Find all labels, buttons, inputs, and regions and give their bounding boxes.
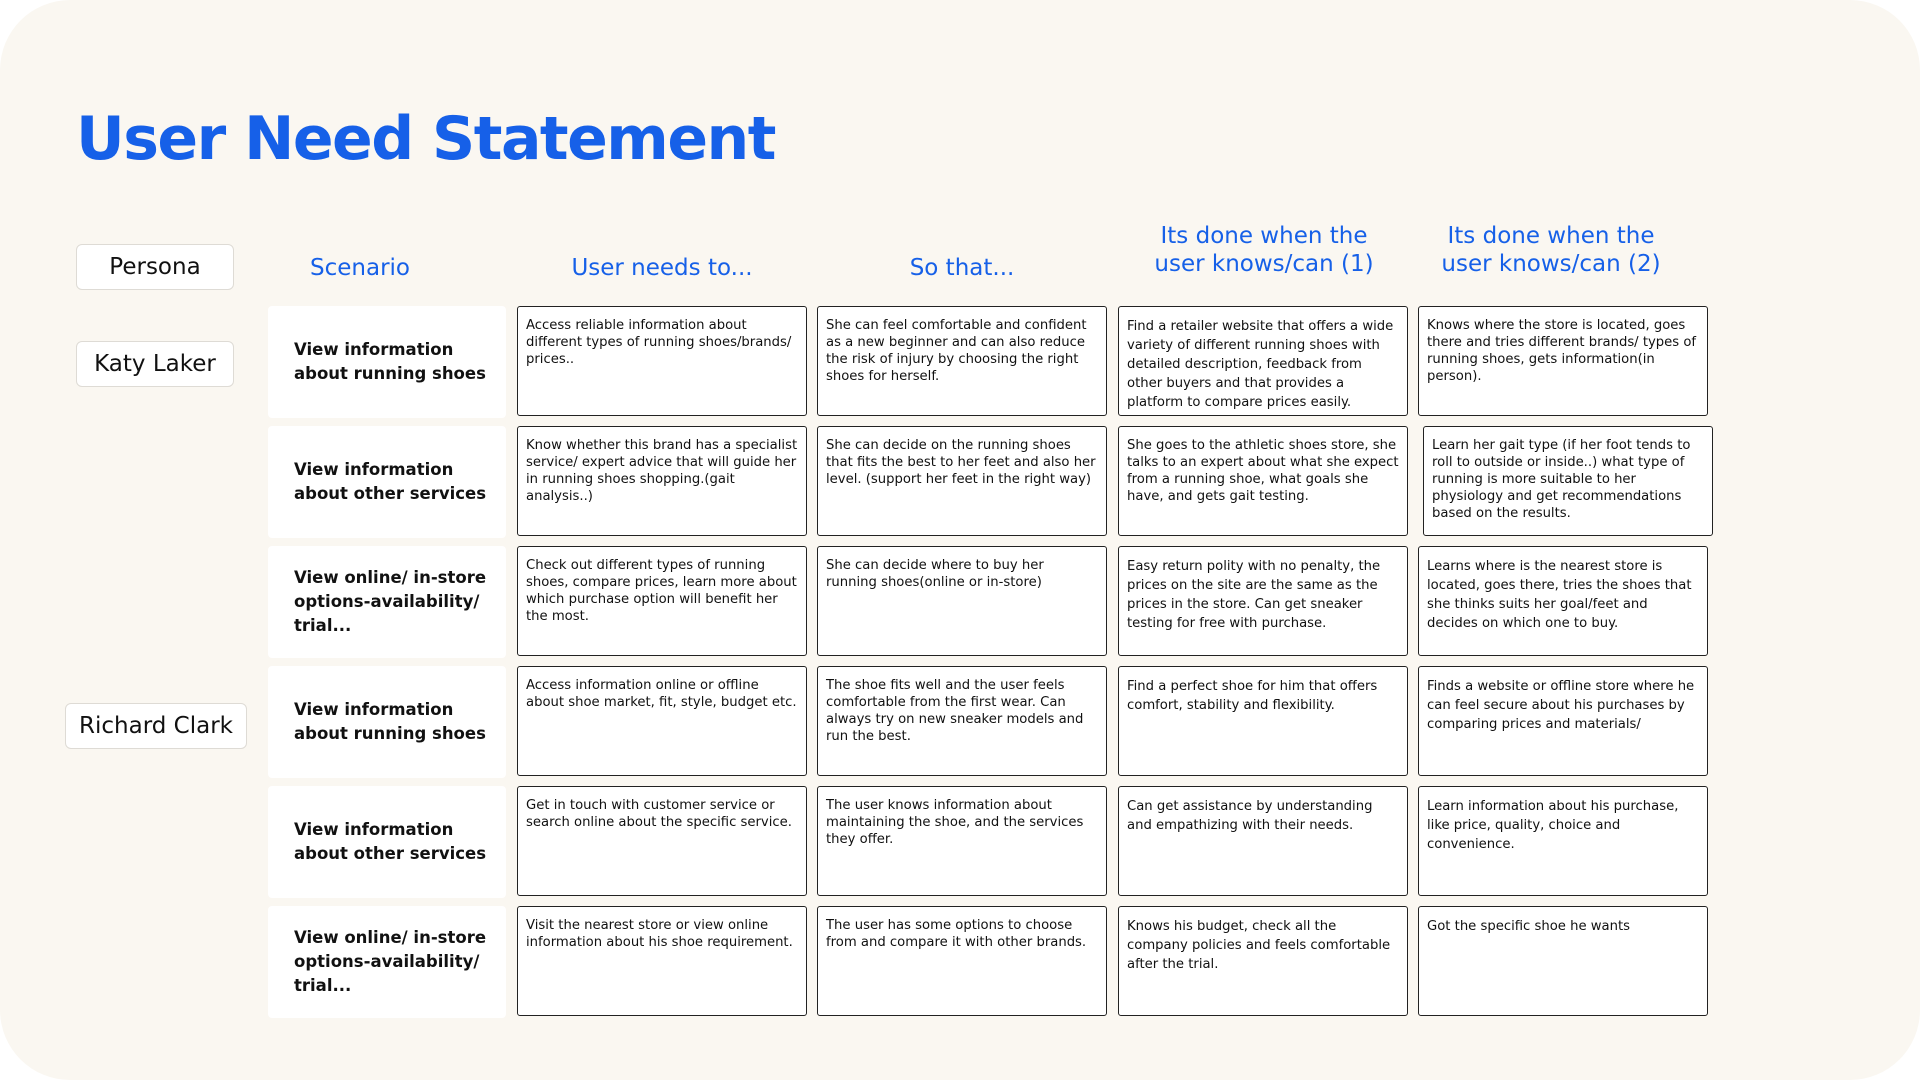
done-when-1-cell: Can get assistance by understanding and empathizing with their needs. (1118, 786, 1408, 896)
done-when-2-cell: Finds a website or offline store where he can feel secure about his purchases by comparing prices and materials/ (1418, 666, 1708, 776)
so-that-cell: The shoe fits well and the user feels comfortable from the first wear. Can always try on new sneaker models and run the best. (817, 666, 1107, 776)
scenario-column-header: Scenario (310, 255, 410, 281)
scenario-line: View information (294, 700, 454, 719)
so-that-cell: She can feel comfortable and confident as a new beginner and can also reduce the risk of injury by choosing the right shoes for herself. (817, 306, 1107, 416)
so-that-cell: She can decide on the running shoes that fits the best to her feet and also her level. (support her feet in the right way) (817, 426, 1107, 536)
persona-katy-laker: Katy Laker (76, 341, 234, 387)
user-needs-cell: Check out different types of running shoes, compare prices, learn more about which purchase option will benefit her the most. (517, 546, 807, 656)
user-needs-cell: Access reliable information about different types of running shoes/brands/ prices.. (517, 306, 807, 416)
scenario-cell (268, 306, 506, 418)
scenario-line: trial... (294, 616, 352, 635)
scenario-line: View information (294, 820, 454, 839)
done-when-1-cell: Find a perfect shoe for him that offers comfort, stability and flexibility. (1118, 666, 1408, 776)
done-when-2-cell: Learn information about his purchase, like price, quality, choice and convenience. (1418, 786, 1708, 896)
scenario-line: about running shoes (294, 364, 486, 383)
scenario-cell (268, 666, 506, 778)
done-when-1-cell: Find a retailer website that offers a wide variety of different running shoes with detailed description, feedback from other buyers and that provides a platform to compare prices easily. (1118, 306, 1408, 416)
so-that-cell: She can decide where to buy her running shoes(online or in-store) (817, 546, 1107, 656)
persona-column-header: Persona (76, 244, 234, 290)
done-when-1-cell: Easy return polity with no penalty, the prices on the site are the same as the prices in the store. Can get sneaker testing for free with purchase. (1118, 546, 1408, 656)
done-when-1-header-line2: user knows/can (1) (1154, 251, 1374, 277)
scenario-line: about other services (294, 844, 487, 863)
scenario-line: about other services (294, 484, 487, 503)
page-title: User Need Statement (76, 104, 775, 174)
scenario-cell (268, 426, 506, 538)
scenario-line: options-availability/ (294, 592, 480, 611)
user-needs-cell: Get in touch with customer service or search online about the specific service. (517, 786, 807, 896)
done-when-2-cell: Knows where the store is located, goes there and tries different brands/ types of running shoes, gets information(in person). (1418, 306, 1708, 416)
scenario-line: about running shoes (294, 724, 486, 743)
scenario-cell (268, 906, 506, 1018)
scenario-line: options-availability/ (294, 952, 480, 971)
done-when-2-cell: Learns where is the nearest store is located, goes there, tries the shoes that she thinks suits her goal/feet and decides on which one to buy. (1418, 546, 1708, 656)
done-when-2-cell: Learn her gait type (if her foot tends to roll to outside or inside..) what type of running is more suitable to her physiology and get recommendations based on the results. (1423, 426, 1713, 536)
done-when-2-cell: Got the specific shoe he wants (1418, 906, 1708, 1016)
done-when-2-header-line2: user knows/can (2) (1441, 251, 1661, 277)
done-when-2-header-line1: Its done when the (1447, 223, 1655, 249)
user-needs-column-header: User needs to... (571, 255, 753, 281)
user-needs-cell: Know whether this brand has a specialist service/ expert advice that will guide her in running shoes shopping.(gait analysis..) (517, 426, 807, 536)
scenario-line: View online/ in-store (294, 568, 487, 587)
so-that-column-header: So that... (909, 255, 1015, 281)
done-when-1-header-line1: Its done when the (1160, 223, 1368, 249)
done-when-1-cell: She goes to the athletic shoes store, she talks to an expert about what she expect from a running shoe, what goals she have, and gets gait testing. (1118, 426, 1408, 536)
persona-richard-clark: Richard Clark (65, 703, 247, 749)
done-when-1-column-header (1119, 222, 1409, 278)
scenario-line: trial... (294, 976, 352, 995)
scenario-line: View information (294, 340, 454, 359)
so-that-cell: The user has some options to choose from and compare it with other brands. (817, 906, 1107, 1016)
done-when-1-cell: Knows his budget, check all the company policies and feels comfortable after the trial. (1118, 906, 1408, 1016)
scenario-line: View online/ in-store (294, 928, 487, 947)
scenario-cell (268, 546, 506, 658)
user-needs-cell: Access information online or offline about shoe market, fit, style, budget etc. (517, 666, 807, 776)
scenario-cell (268, 786, 506, 898)
user-needs-cell: Visit the nearest store or view online information about his shoe requirement. (517, 906, 807, 1016)
so-that-cell: The user knows information about maintaining the shoe, and the services they offer. (817, 786, 1107, 896)
scenario-line: View information (294, 460, 454, 479)
done-when-2-column-header (1406, 222, 1696, 278)
